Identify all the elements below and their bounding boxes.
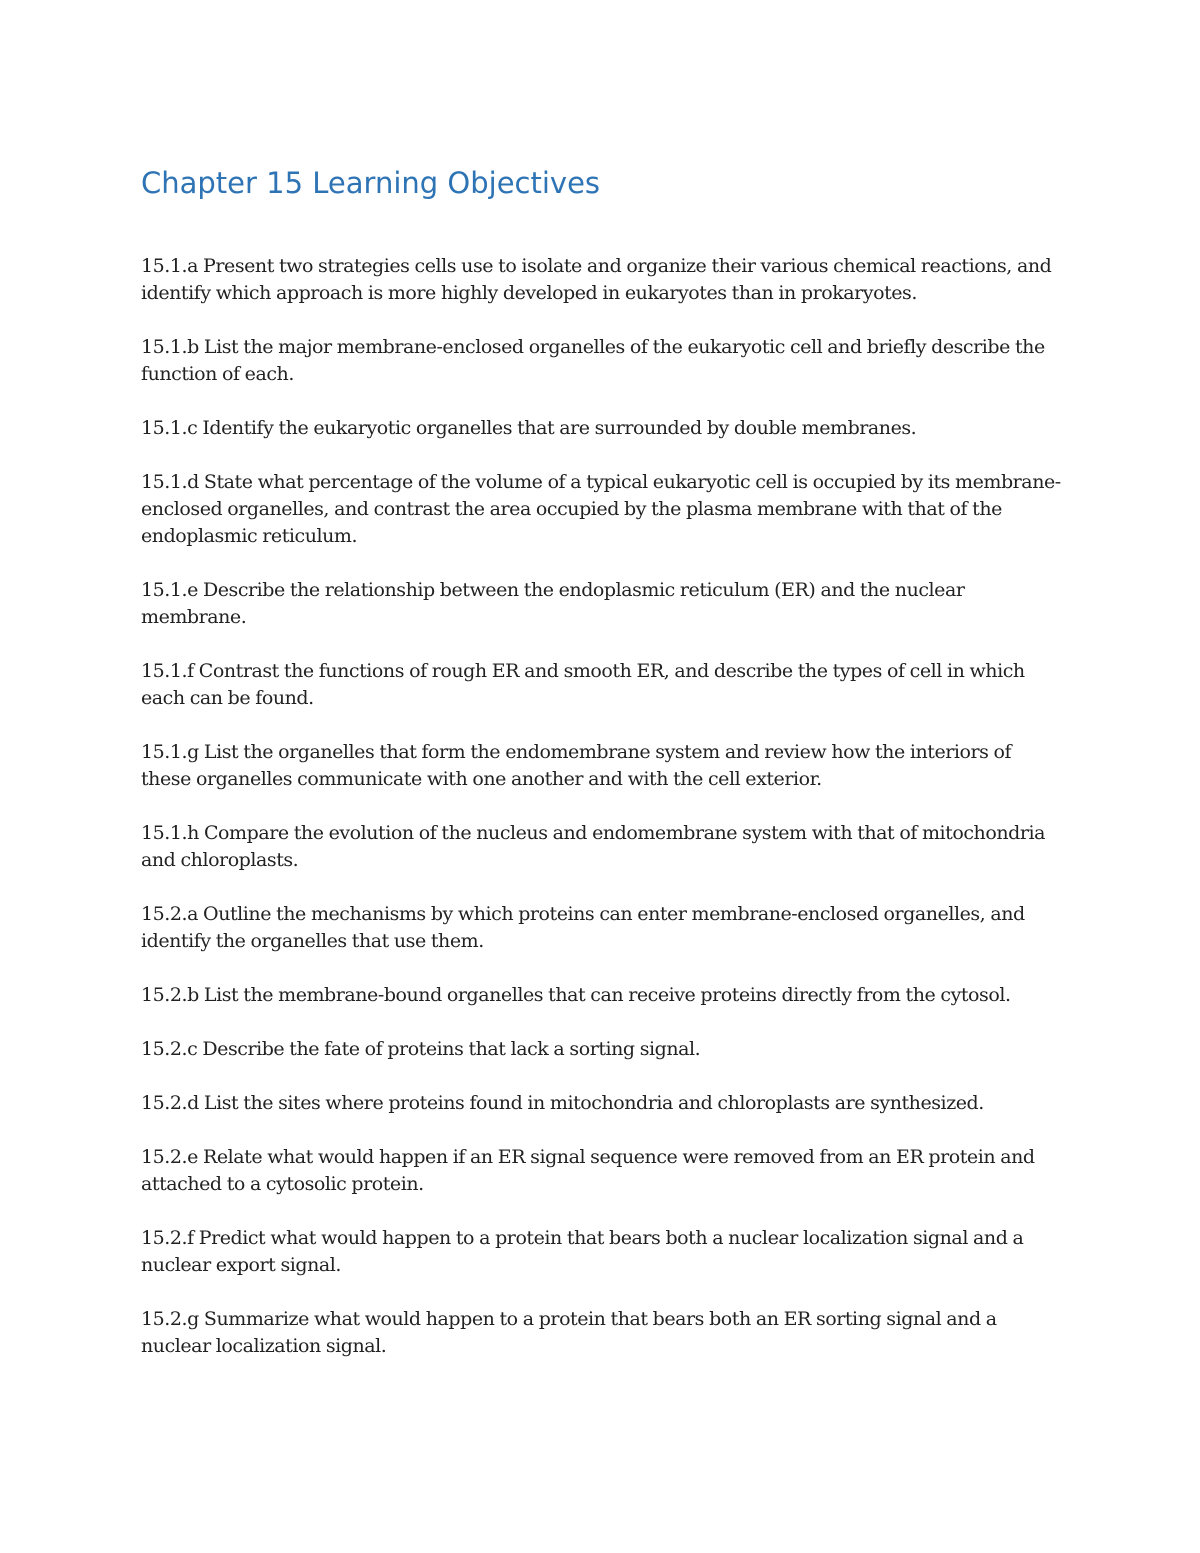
document-content: [141, 164, 1066, 1387]
objective-15-1-g: 15.1.g List the organelles that form the endomembrane system and review how the interiors of these organelles communicate with one another and with the cell exterior.: [141, 741, 1012, 790]
page-title: Chapter 15 Learning Objectives: [141, 166, 601, 200]
objective-15-2-f: 15.2.f Predict what would happen to a protein that bears both a nuclear localization signal and a nuclear export signal.: [141, 1227, 1024, 1276]
objective-15-1-d: 15.1.d State what percentage of the volume of a typical eukaryotic cell is occupied by its membrane-enclosed organelles, and contrast the area occupied by the plasma membrane with that of the endoplasmic reticulum.: [141, 471, 1061, 547]
objective-15-2-d: 15.2.d List the sites where proteins found in mitochondria and chloroplasts are synthesized.: [141, 1092, 984, 1114]
objective-15-1-c: 15.1.c Identify the eukaryotic organelles that are surrounded by double membranes.: [141, 417, 917, 439]
objective-15-1-f: 15.1.f Contrast the functions of rough ER and smooth ER, and describe the types of cell in which each can be found.: [141, 660, 1025, 709]
objective-15-1-a: 15.1.a Present two strategies cells use to isolate and organize their various chemical reactions, and identify which approach is more highly developed in eukaryotes than in prokaryotes.: [141, 255, 1052, 304]
objectives-list: [141, 253, 1066, 1360]
objective-15-1-h: 15.1.h Compare the evolution of the nucleus and endomembrane system with that of mitochondria and chloroplasts.: [141, 822, 1045, 871]
objective-15-1-b: 15.1.b List the major membrane-enclosed organelles of the eukaryotic cell and briefly describe the function of each.: [141, 336, 1045, 385]
objective-15-2-g: 15.2.g Summarize what would happen to a protein that bears both an ER sorting signal and a nuclear localization signal.: [141, 1308, 997, 1357]
objective-15-2-a: 15.2.a Outline the mechanisms by which proteins can enter membrane-enclosed organelles, and identify the organelles that use them.: [141, 903, 1025, 952]
objective-15-1-e: 15.1.e Describe the relationship between the endoplasmic reticulum (ER) and the nuclear membrane.: [141, 579, 965, 628]
objective-15-2-e: 15.2.e Relate what would happen if an ER signal sequence were removed from an ER protein and attached to a cytosolic protein.: [141, 1146, 1035, 1195]
objective-15-2-c: 15.2.c Describe the fate of proteins that lack a sorting signal.: [141, 1038, 701, 1060]
objective-15-2-b: 15.2.b List the membrane-bound organelles that can receive proteins directly from the cytosol.: [141, 984, 1011, 1006]
